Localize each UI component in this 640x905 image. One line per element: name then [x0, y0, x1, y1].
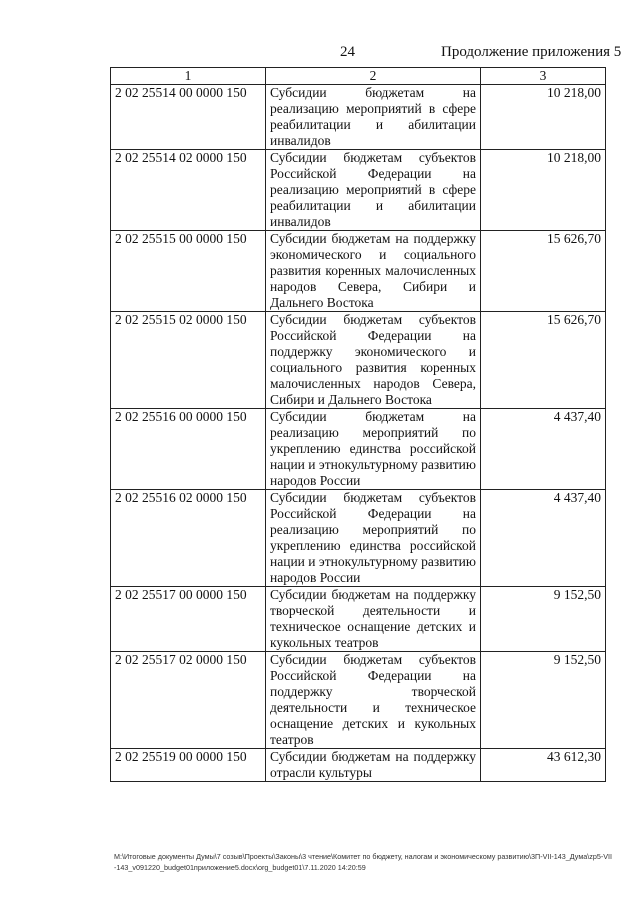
budget-description: Субсидии бюджетам субъектов Российской Федерации на реализацию мероприятий по укреплению единства российской нации и этнокультурному развитию народов России [266, 490, 481, 587]
table-row [111, 409, 606, 490]
table-row [111, 749, 606, 782]
budget-table [110, 67, 606, 782]
table-row [111, 587, 606, 652]
budget-description: Субсидии бюджетам на поддержку экономического и социального развития коренных малочисленных народов Севера, Сибири и Дальнего Востока [266, 231, 481, 312]
table-row [111, 231, 606, 312]
budget-code: 2 02 25515 02 0000 150 [111, 312, 266, 409]
column-number-2: 2 [266, 68, 481, 85]
budget-code: 2 02 25514 02 0000 150 [111, 150, 266, 231]
budget-amount: 9 152,50 [481, 652, 606, 749]
table-row [111, 85, 606, 150]
budget-amount: 4 437,40 [481, 409, 606, 490]
budget-description: Субсидии бюджетам субъектов Российской Федерации на поддержку экономического и социального развития коренных малочисленных народов Севера, Сибири и Дальнего Востока [266, 312, 481, 409]
table-row [111, 490, 606, 587]
budget-code: 2 02 25517 00 0000 150 [111, 587, 266, 652]
budget-description: Субсидии бюджетам на поддержку творческой деятельности и техническое оснащение детских и кукольных театров [266, 587, 481, 652]
budget-code: 2 02 25516 02 0000 150 [111, 490, 266, 587]
column-number-row [111, 68, 606, 85]
continuation-label: Продолжение приложения 5 [441, 44, 622, 60]
budget-amount: 43 612,30 [481, 749, 606, 782]
budget-description: Субсидии бюджетам на реализацию мероприятий в сфере реабилитации и абилитации инвалидов [266, 85, 481, 150]
budget-description: Субсидии бюджетам субъектов Российской Федерации на поддержку творческой деятельности и техническое оснащение детских и кукольных театров [266, 652, 481, 749]
budget-code: 2 02 25517 02 0000 150 [111, 652, 266, 749]
budget-code: 2 02 25519 00 0000 150 [111, 749, 266, 782]
document-path-footer: M:\Итоговые документы Думы\7 созыв\Проекты\Законы\3 чтение\Комитет по бюджету, налогам и экономическому развитию\3П-VII-143_Дума\zp5-VII-143_v091220_budget01приложение5.docx\org_budget01\7.11.2020 14:20:59 [114, 852, 613, 872]
budget-description: Субсидии бюджетам на реализацию мероприятий по укреплению единства российской нации и этнокультурному развитию народов России [266, 409, 481, 490]
budget-code: 2 02 25516 00 0000 150 [111, 409, 266, 490]
budget-code: 2 02 25514 00 0000 150 [111, 85, 266, 150]
budget-amount: 10 218,00 [481, 150, 606, 231]
page-number: 24 [340, 44, 355, 60]
table-row [111, 150, 606, 231]
budget-description: Субсидии бюджетам субъектов Российской Федерации на реализацию мероприятий в сфере реабилитации и абилитации инвалидов [266, 150, 481, 231]
column-number-1: 1 [111, 68, 266, 85]
budget-amount: 10 218,00 [481, 85, 606, 150]
column-number-3: 3 [481, 68, 606, 85]
budget-amount: 4 437,40 [481, 490, 606, 587]
table-row [111, 652, 606, 749]
budget-amount: 15 626,70 [481, 231, 606, 312]
budget-amount: 15 626,70 [481, 312, 606, 409]
budget-amount: 9 152,50 [481, 587, 606, 652]
table-row [111, 312, 606, 409]
budget-code: 2 02 25515 00 0000 150 [111, 231, 266, 312]
budget-description: Субсидии бюджетам на поддержку отрасли культуры [266, 749, 481, 782]
